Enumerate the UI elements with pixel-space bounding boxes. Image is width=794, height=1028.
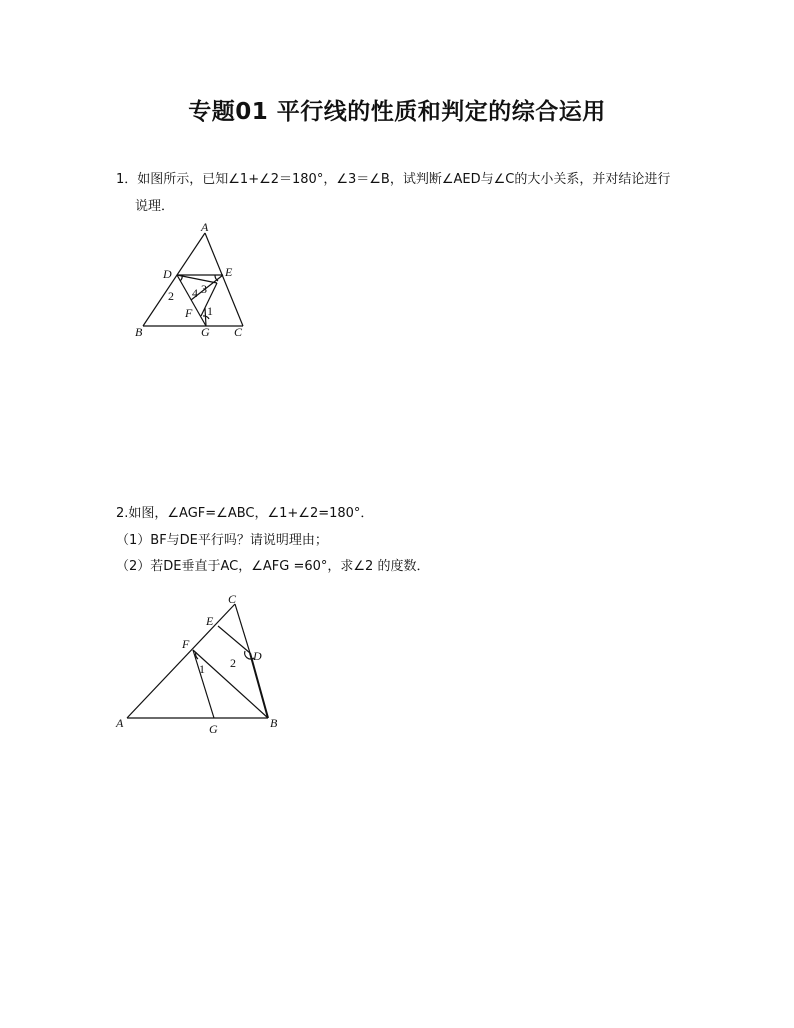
label-a: A	[116, 716, 124, 730]
label-f: F	[182, 637, 190, 651]
label-c: C	[228, 592, 237, 606]
label-g: G	[209, 722, 218, 736]
label-d: D	[253, 649, 262, 663]
q2-text-line3: （2）若DE垂直于AC，∠AFG =60°，求∠2 的度数．	[116, 559, 430, 574]
q1-figure	[125, 218, 260, 343]
page-title: 专题01 平行线的性质和判定的综合运用	[188, 99, 606, 125]
label-e: E	[206, 614, 214, 628]
segment-ab	[143, 233, 205, 326]
label-b: B	[270, 716, 278, 730]
segment-ed	[218, 626, 250, 653]
label-e: E	[225, 265, 233, 279]
label-angle-1: 1	[207, 304, 213, 318]
label-angle-2: 2	[168, 289, 174, 303]
label-angle-2: 2	[230, 656, 236, 670]
label-angle-3: 3	[201, 282, 207, 296]
segment-d-inner	[177, 275, 217, 283]
label-a: A	[201, 220, 209, 234]
label-angle-1: 1	[199, 662, 205, 676]
segment-cd	[235, 604, 250, 653]
q2-text-line2: （1）BF与DE平行吗？请说明理由；	[116, 533, 328, 548]
q2-figure	[110, 588, 295, 740]
segment-ac	[127, 604, 235, 718]
label-g: G	[201, 325, 210, 339]
label-angle-4: 4	[192, 286, 198, 300]
label-d: D	[163, 267, 172, 281]
q1-text-line2: 说理．	[135, 199, 175, 214]
label-c: C	[234, 325, 243, 339]
q1-text-line1: 1．如图所示，已知∠1+∠2＝180°，∠3＝∠B，试判断∠AED与∠C的大小关系，并对结论进行	[116, 172, 671, 187]
angle-arc-3	[215, 275, 218, 281]
label-f: F	[185, 306, 193, 320]
q2-text-line1: 2.如图，∠AGF=∠ABC，∠1+∠2=180°．	[116, 506, 374, 521]
label-b: B	[135, 325, 143, 339]
